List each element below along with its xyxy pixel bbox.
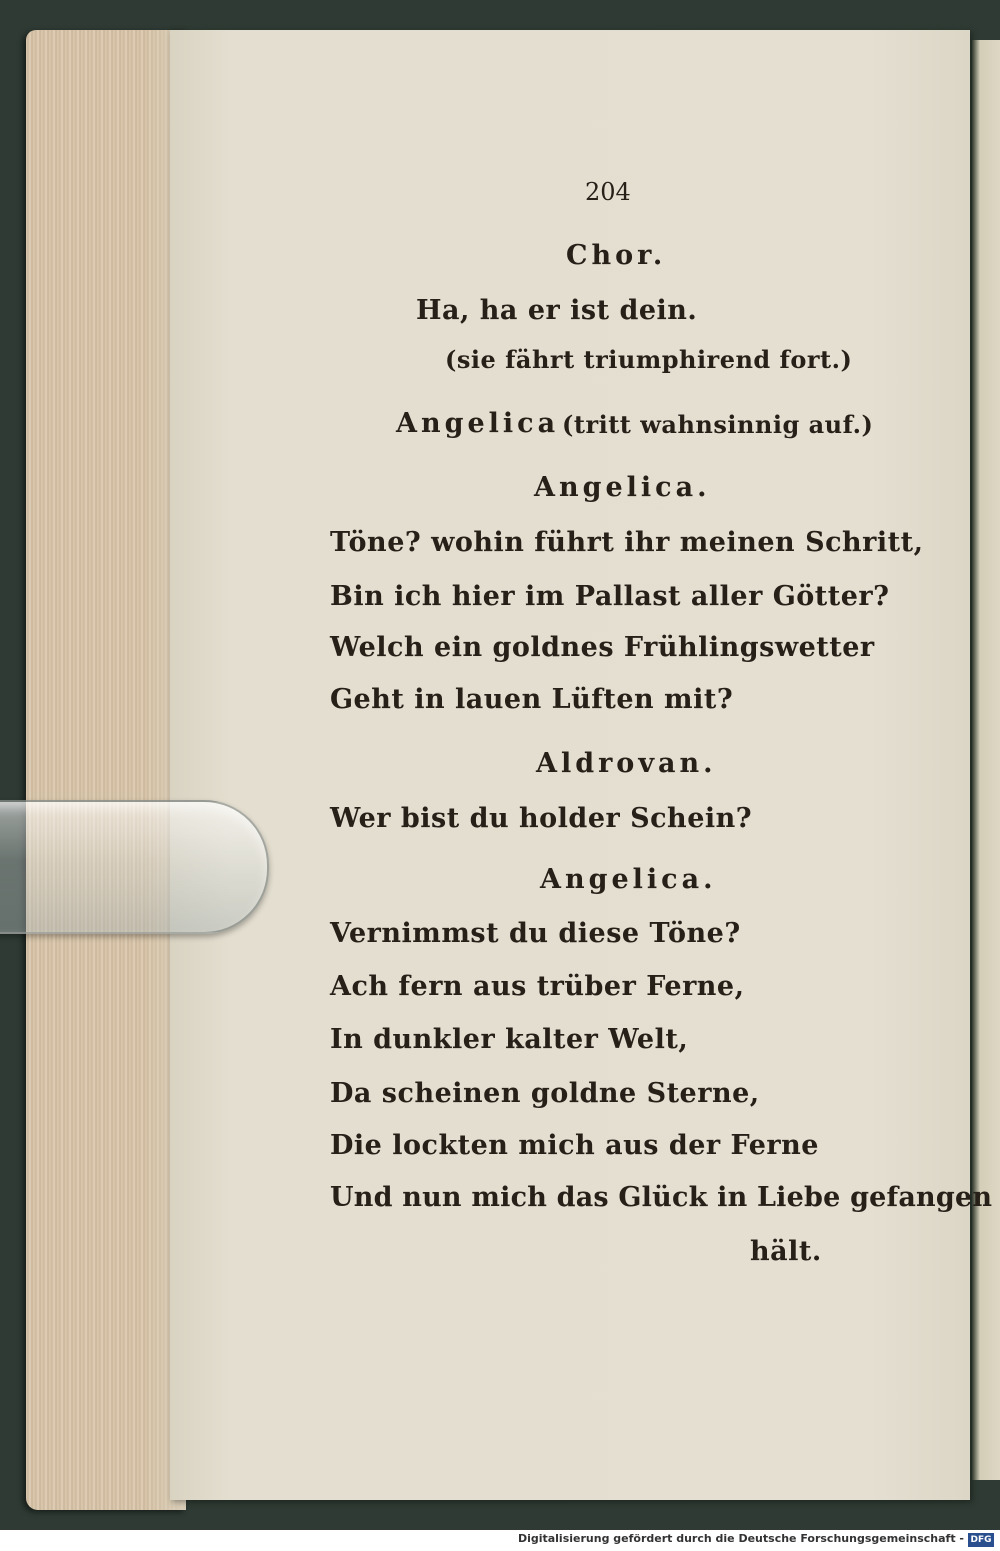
verse-line-continuation: hält. (750, 1236, 822, 1267)
verse-line: Ach fern aus trüber Ferne, (330, 971, 745, 1002)
verse-line: In dunkler kalter Welt, (330, 1024, 689, 1055)
speaker-angelica-entrance: Angelica (396, 408, 560, 439)
verse-line: Geht in lauen Lüften mit? (330, 684, 734, 715)
page-number: 204 (585, 178, 631, 206)
verse-line: Töne? wohin führt ihr meinen Schritt, (330, 527, 924, 558)
verse-line: Da scheinen goldne Sterne, (330, 1078, 760, 1109)
verse-line: Vernimmst du diese Töne? (330, 918, 741, 949)
page-edges (26, 30, 186, 1510)
verse-line: Ha, ha er ist dein. (416, 295, 698, 326)
glass-page-weight (0, 800, 269, 934)
stage-direction: (tritt wahnsinnig auf.) (562, 410, 874, 439)
dfg-logo: DFG (968, 1533, 994, 1547)
stage-direction: (sie fährt triumphirend fort.) (445, 345, 853, 374)
footer-credit: Digitalisierung gefördert durch die Deutsche Forschungsgemeinschaft - (517, 1532, 964, 1545)
speaker-angelica: Angelica. (534, 472, 711, 503)
speaker-chor: Chor. (566, 240, 667, 271)
digitization-footer (0, 1530, 1000, 1551)
speaker-aldrovan: Aldrovan. (536, 748, 717, 779)
verse-line: Die lockten mich aus der Ferne (330, 1130, 819, 1161)
speaker-angelica: Angelica. (540, 864, 717, 895)
verse-line: Wer bist du holder Schein? (330, 803, 753, 834)
verse-line: Und nun mich das Glück in Liebe gefangen (330, 1182, 993, 1213)
next-page-edge (972, 40, 1000, 1480)
verse-line: Bin ich hier im Pallast aller Götter? (330, 581, 890, 612)
verse-line: Welch ein goldnes Frühlingswetter (330, 632, 875, 663)
